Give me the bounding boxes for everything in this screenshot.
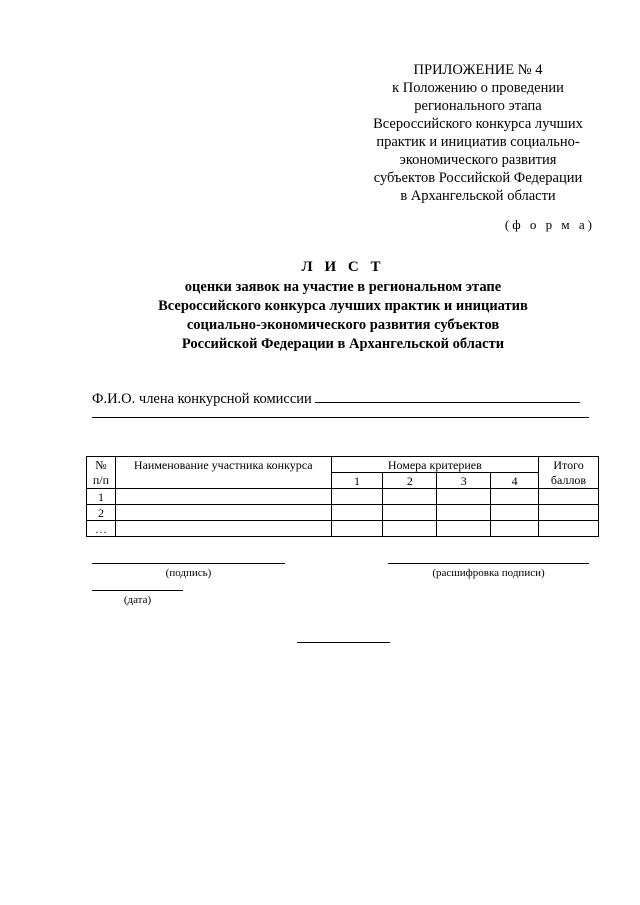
header-participant: Наименование участника конкурса (115, 457, 331, 473)
score-cell[interactable] (331, 505, 383, 521)
title-line: Российской Федерации в Архангельской области (181, 336, 505, 352)
header-criteria: Номера критериев (331, 457, 539, 473)
appendix-line: регионального этапа (414, 98, 542, 114)
member-name-field-continuation[interactable] (92, 417, 589, 418)
date-line[interactable] (92, 590, 183, 591)
score-cell[interactable] (437, 521, 491, 537)
score-cell[interactable] (491, 505, 539, 521)
signature-decode-caption: (расшифровка подписи) (432, 567, 545, 579)
criterion-number: 2 (383, 473, 437, 489)
participant-cell[interactable] (115, 521, 331, 537)
form-mark: (ф о р м а) (504, 217, 595, 232)
participant-cell[interactable] (115, 505, 331, 521)
header-participant-sub (115, 473, 331, 489)
member-name-label: Ф.И.О. члена конкурсной комиссии (92, 391, 312, 407)
title-line: оценки заявок на участие в региональном этапе (184, 279, 502, 295)
score-cell[interactable] (383, 489, 437, 505)
score-cell[interactable] (437, 489, 491, 505)
total-cell[interactable] (539, 505, 599, 521)
appendix-line: в Архангельской области (400, 188, 556, 204)
date-caption: (дата) (123, 594, 152, 606)
table-header-row (87, 457, 599, 473)
score-cell[interactable] (331, 489, 383, 505)
criterion-number: 3 (437, 473, 491, 489)
document-title (60, 259, 626, 354)
score-cell[interactable] (383, 505, 437, 521)
member-name-row (92, 388, 588, 408)
header-total-sub: баллов (539, 473, 599, 489)
title-line: социально-экономического развития субъектов (186, 317, 500, 333)
signature-block (92, 563, 285, 579)
title-heading: Л И С Т (301, 259, 385, 275)
row-number: 1 (87, 489, 116, 505)
end-of-document-rule (297, 642, 390, 643)
header-num-sub: п/п (87, 473, 116, 489)
score-cell[interactable] (491, 521, 539, 537)
row-number: … (87, 521, 116, 537)
date-block (92, 590, 183, 606)
appendix-line: субъектов Российской Федерации (373, 170, 583, 186)
score-cell[interactable] (383, 521, 437, 537)
signature-decode-line[interactable] (388, 563, 589, 564)
title-line: Всероссийского конкурса лучших практик и инициатив (158, 298, 528, 314)
score-cell[interactable] (331, 521, 383, 537)
appendix-line: экономического развития (399, 152, 557, 168)
signature-decode-block (388, 563, 589, 579)
header-total: Итого (539, 457, 599, 473)
criterion-number: 1 (331, 473, 383, 489)
signature-line[interactable] (92, 563, 285, 564)
total-cell[interactable] (539, 521, 599, 537)
criterion-number: 4 (491, 473, 539, 489)
table-header-row (87, 473, 599, 489)
appendix-header (360, 61, 596, 205)
row-number: 2 (87, 505, 116, 521)
table-row (87, 521, 599, 537)
scoring-table (86, 456, 599, 537)
signature-caption: (подпись) (165, 567, 212, 579)
appendix-line: ПРИЛОЖЕНИЕ № 4 (413, 62, 543, 78)
member-name-field[interactable] (315, 388, 580, 403)
header-num: № (87, 457, 116, 473)
table-row (87, 505, 599, 521)
score-cell[interactable] (491, 489, 539, 505)
total-cell[interactable] (539, 489, 599, 505)
appendix-line: практик и инициатив социально- (376, 134, 580, 150)
appendix-line: Всероссийского конкурса лучших (373, 116, 583, 132)
table-row (87, 489, 599, 505)
score-cell[interactable] (437, 505, 491, 521)
participant-cell[interactable] (115, 489, 331, 505)
appendix-line: к Положению о проведении (392, 80, 564, 96)
